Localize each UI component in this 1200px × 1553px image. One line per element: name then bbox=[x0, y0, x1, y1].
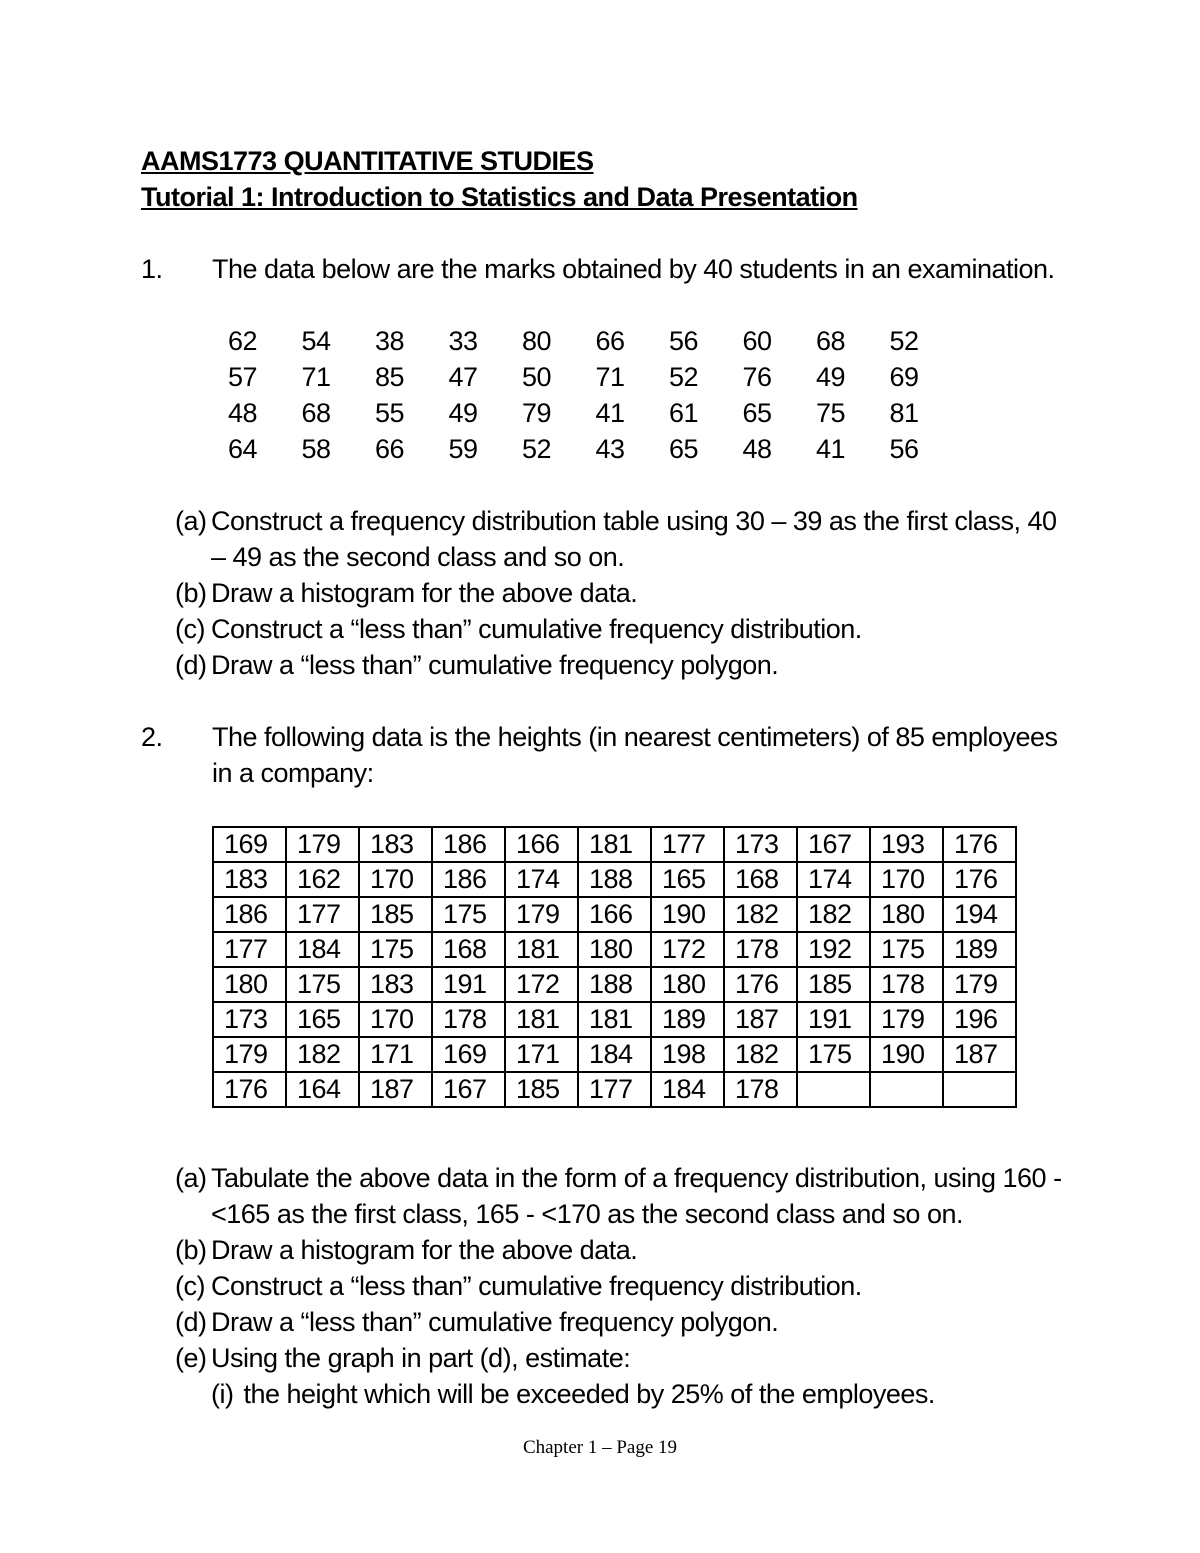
mark-value: 76 bbox=[742, 362, 772, 392]
mark-value: 65 bbox=[742, 398, 772, 428]
height-cell bbox=[943, 1072, 1016, 1107]
height-cell: 181 bbox=[578, 1002, 651, 1037]
height-cell: 178 bbox=[724, 1072, 797, 1107]
heights-row bbox=[213, 1037, 1016, 1072]
tutorial-title: Tutorial 1: Introduction to Statistics and Data Presentation bbox=[141, 182, 858, 212]
height-cell: 178 bbox=[870, 967, 943, 1002]
height-cell: 177 bbox=[213, 932, 286, 967]
height-cell: 171 bbox=[359, 1037, 432, 1072]
height-cell: 170 bbox=[359, 1002, 432, 1037]
marks-row bbox=[228, 395, 963, 431]
mark-value: 69 bbox=[889, 362, 919, 392]
mark-value: 61 bbox=[669, 398, 699, 428]
height-cell: 177 bbox=[286, 897, 359, 932]
q1-part-b bbox=[175, 575, 1065, 611]
mark-value: 71 bbox=[301, 362, 331, 392]
height-cell: 187 bbox=[724, 1002, 797, 1037]
height-cell: 193 bbox=[870, 827, 943, 862]
q2-part-a bbox=[175, 1160, 1065, 1232]
height-cell: 176 bbox=[943, 862, 1016, 897]
mark-value: 60 bbox=[742, 326, 772, 356]
part-label: (c) bbox=[175, 1271, 205, 1301]
mark-value: 65 bbox=[669, 434, 699, 464]
height-cell: 179 bbox=[505, 897, 578, 932]
q2-part-b bbox=[175, 1232, 1065, 1268]
height-cell: 183 bbox=[359, 827, 432, 862]
mark-value: 85 bbox=[375, 362, 405, 392]
q1-part-d bbox=[175, 647, 1065, 683]
q1-text: The data below are the marks obtained by 40 students in an examination. bbox=[212, 254, 1055, 284]
mark-value: 52 bbox=[522, 434, 552, 464]
height-cell: 182 bbox=[724, 1037, 797, 1072]
height-cell bbox=[797, 1072, 870, 1107]
mark-value: 49 bbox=[448, 398, 478, 428]
mark-value: 49 bbox=[816, 362, 846, 392]
height-cell: 168 bbox=[724, 862, 797, 897]
mark-value: 66 bbox=[375, 434, 405, 464]
height-cell: 175 bbox=[359, 932, 432, 967]
mark-value: 58 bbox=[301, 434, 331, 464]
height-cell: 169 bbox=[213, 827, 286, 862]
part-text: Construct a “less than” cumulative frequency distribution. bbox=[211, 614, 862, 644]
height-cell: 181 bbox=[505, 932, 578, 967]
height-cell: 180 bbox=[213, 967, 286, 1002]
height-cell: 182 bbox=[797, 897, 870, 932]
mark-value: 55 bbox=[375, 398, 405, 428]
mark-value: 48 bbox=[228, 398, 258, 428]
q2-text-line2: in a company: bbox=[212, 758, 374, 788]
mark-value: 52 bbox=[889, 326, 919, 356]
height-cell: 181 bbox=[578, 827, 651, 862]
mark-value: 59 bbox=[448, 434, 478, 464]
height-cell: 187 bbox=[359, 1072, 432, 1107]
height-cell: 170 bbox=[359, 862, 432, 897]
height-cell: 175 bbox=[432, 897, 505, 932]
mark-value: 75 bbox=[816, 398, 846, 428]
mark-value: 68 bbox=[816, 326, 846, 356]
q1-number: 1. bbox=[141, 254, 163, 284]
height-cell: 179 bbox=[286, 827, 359, 862]
height-cell: 185 bbox=[505, 1072, 578, 1107]
heights-row bbox=[213, 932, 1016, 967]
part-text: Using the graph in part (d), estimate: bbox=[211, 1343, 631, 1373]
marks-row bbox=[228, 431, 963, 467]
height-cell: 198 bbox=[651, 1037, 724, 1072]
mark-value: 48 bbox=[742, 434, 772, 464]
height-cell: 173 bbox=[213, 1002, 286, 1037]
height-cell: 196 bbox=[943, 1002, 1016, 1037]
mark-value: 52 bbox=[669, 362, 699, 392]
height-cell: 179 bbox=[943, 967, 1016, 1002]
height-cell: 167 bbox=[797, 827, 870, 862]
height-cell: 187 bbox=[943, 1037, 1016, 1072]
height-cell: 188 bbox=[578, 862, 651, 897]
heights-row bbox=[213, 1002, 1016, 1037]
height-cell: 191 bbox=[797, 1002, 870, 1037]
height-cell: 174 bbox=[505, 862, 578, 897]
height-cell: 182 bbox=[286, 1037, 359, 1072]
height-cell: 185 bbox=[359, 897, 432, 932]
mark-value: 66 bbox=[595, 326, 625, 356]
height-cell: 164 bbox=[286, 1072, 359, 1107]
height-cell: 186 bbox=[213, 897, 286, 932]
height-cell: 172 bbox=[505, 967, 578, 1002]
height-cell: 175 bbox=[286, 967, 359, 1002]
height-cell: 180 bbox=[651, 967, 724, 1002]
height-cell: 179 bbox=[870, 1002, 943, 1037]
q1-part-a bbox=[175, 503, 1065, 575]
height-cell: 171 bbox=[505, 1037, 578, 1072]
mark-value: 64 bbox=[228, 434, 258, 464]
height-cell: 177 bbox=[578, 1072, 651, 1107]
height-cell: 178 bbox=[432, 1002, 505, 1037]
height-cell: 194 bbox=[943, 897, 1016, 932]
height-cell: 167 bbox=[432, 1072, 505, 1107]
height-cell: 183 bbox=[359, 967, 432, 1002]
part-text: Construct a frequency distribution table using 30 – 39 as the first class, 40 – 49 as the second class and so on. bbox=[211, 506, 1057, 572]
part-text: Construct a “less than” cumulative frequency distribution. bbox=[211, 1271, 862, 1301]
height-cell: 178 bbox=[724, 932, 797, 967]
mark-value: 56 bbox=[669, 326, 699, 356]
q2-part-e bbox=[175, 1340, 1065, 1376]
mark-value: 41 bbox=[595, 398, 625, 428]
mark-value: 50 bbox=[522, 362, 552, 392]
q2-subpart-i bbox=[175, 1376, 1065, 1412]
heights-row bbox=[213, 967, 1016, 1002]
part-label: (a) bbox=[175, 1163, 207, 1193]
heights-row bbox=[213, 1072, 1016, 1107]
height-cell: 170 bbox=[870, 862, 943, 897]
mark-value: 56 bbox=[889, 434, 919, 464]
height-cell: 166 bbox=[505, 827, 578, 862]
q1-part-c bbox=[175, 611, 1065, 647]
part-label: (b) bbox=[175, 1235, 207, 1265]
height-cell: 190 bbox=[651, 897, 724, 932]
part-label: (d) bbox=[175, 1307, 207, 1337]
heights-row bbox=[213, 897, 1016, 932]
mark-value: 41 bbox=[816, 434, 846, 464]
subpart-label: (i) bbox=[211, 1379, 234, 1409]
mark-value: 81 bbox=[889, 398, 919, 428]
height-cell: 184 bbox=[578, 1037, 651, 1072]
mark-value: 47 bbox=[448, 362, 478, 392]
height-cell: 176 bbox=[213, 1072, 286, 1107]
part-label: (a) bbox=[175, 506, 207, 536]
heights-row bbox=[213, 862, 1016, 897]
height-cell: 185 bbox=[797, 967, 870, 1002]
height-cell: 168 bbox=[432, 932, 505, 967]
height-cell bbox=[870, 1072, 943, 1107]
height-cell: 172 bbox=[651, 932, 724, 967]
q2-part-c bbox=[175, 1268, 1065, 1304]
height-cell: 188 bbox=[578, 967, 651, 1002]
height-cell: 166 bbox=[578, 897, 651, 932]
height-cell: 179 bbox=[213, 1037, 286, 1072]
part-text: Draw a histogram for the above data. bbox=[211, 578, 638, 608]
q2-text-line1: The following data is the heights (in nearest centimeters) of 85 employees bbox=[212, 722, 1058, 752]
course-title: AAMS1773 QUANTITATIVE STUDIES bbox=[141, 146, 594, 176]
part-text: Tabulate the above data in the form of a frequency distribution, using 160 - <165 as the first class, 165 - <170 as the second class and so on. bbox=[211, 1163, 1062, 1229]
height-cell: 175 bbox=[870, 932, 943, 967]
height-cell: 190 bbox=[870, 1037, 943, 1072]
part-text: Draw a “less than” cumulative frequency polygon. bbox=[211, 650, 779, 680]
heights-row bbox=[213, 827, 1016, 862]
height-cell: 177 bbox=[651, 827, 724, 862]
height-cell: 165 bbox=[651, 862, 724, 897]
height-cell: 181 bbox=[505, 1002, 578, 1037]
part-text: Draw a “less than” cumulative frequency polygon. bbox=[211, 1307, 779, 1337]
height-cell: 191 bbox=[432, 967, 505, 1002]
mark-value: 57 bbox=[228, 362, 258, 392]
height-cell: 176 bbox=[943, 827, 1016, 862]
height-cell: 173 bbox=[724, 827, 797, 862]
part-label: (d) bbox=[175, 650, 207, 680]
height-cell: 176 bbox=[724, 967, 797, 1002]
mark-value: 33 bbox=[448, 326, 478, 356]
height-cell: 169 bbox=[432, 1037, 505, 1072]
subpart-text: the height which will be exceeded by 25% of the employees. bbox=[243, 1379, 935, 1409]
q2-parts bbox=[175, 1160, 1065, 1412]
height-cell: 162 bbox=[286, 862, 359, 897]
marks-row bbox=[228, 359, 963, 395]
heights-table bbox=[212, 826, 1017, 1108]
height-cell: 180 bbox=[578, 932, 651, 967]
height-cell: 189 bbox=[651, 1002, 724, 1037]
part-label: (b) bbox=[175, 578, 207, 608]
height-cell: 183 bbox=[213, 862, 286, 897]
part-label: (c) bbox=[175, 614, 205, 644]
q2-part-d bbox=[175, 1304, 1065, 1340]
mark-value: 71 bbox=[595, 362, 625, 392]
height-cell: 192 bbox=[797, 932, 870, 967]
mark-value: 54 bbox=[301, 326, 331, 356]
mark-value: 79 bbox=[522, 398, 552, 428]
mark-value: 80 bbox=[522, 326, 552, 356]
height-cell: 184 bbox=[286, 932, 359, 967]
mark-value: 43 bbox=[595, 434, 625, 464]
part-label: (e) bbox=[175, 1343, 207, 1373]
page-footer: Chapter 1 – Page 19 bbox=[522, 1437, 678, 1458]
height-cell: 184 bbox=[651, 1072, 724, 1107]
mark-value: 62 bbox=[228, 326, 258, 356]
mark-value: 68 bbox=[301, 398, 331, 428]
mark-value: 38 bbox=[375, 326, 405, 356]
height-cell: 174 bbox=[797, 862, 870, 897]
height-cell: 186 bbox=[432, 862, 505, 897]
marks-grid bbox=[228, 323, 963, 467]
height-cell: 189 bbox=[943, 932, 1016, 967]
height-cell: 175 bbox=[797, 1037, 870, 1072]
height-cell: 165 bbox=[286, 1002, 359, 1037]
height-cell: 182 bbox=[724, 897, 797, 932]
height-cell: 186 bbox=[432, 827, 505, 862]
q2-number: 2. bbox=[141, 722, 163, 752]
marks-row bbox=[228, 323, 963, 359]
part-text: Draw a histogram for the above data. bbox=[211, 1235, 638, 1265]
q1-parts bbox=[175, 503, 1065, 683]
height-cell: 180 bbox=[870, 897, 943, 932]
